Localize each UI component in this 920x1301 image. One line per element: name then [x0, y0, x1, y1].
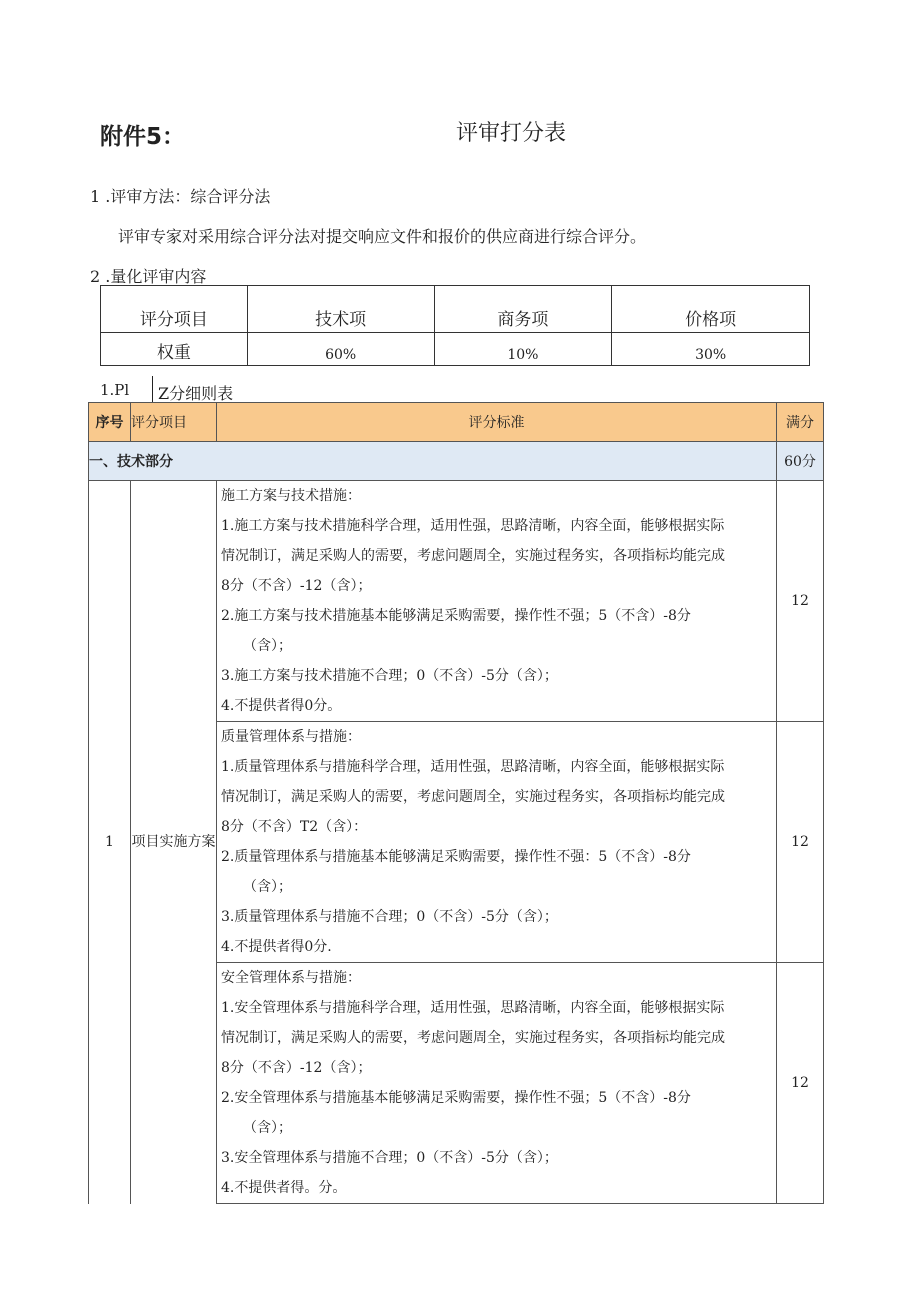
- block-score: 12: [777, 481, 824, 722]
- criteria-line: 2.施工方案与技术措施基本能够满足采购需要，操作性不强；5（不含）-8分: [221, 608, 691, 624]
- section-label: 一、技术部分: [89, 442, 777, 481]
- annex-label: 附件5：: [100, 124, 186, 150]
- section-2-heading: 2 .量化评审内容: [90, 267, 207, 286]
- divider: [152, 376, 153, 402]
- criteria-block: [217, 722, 777, 963]
- criteria-line: 施工方案与技术措施：: [221, 488, 361, 504]
- criteria-block: [217, 481, 777, 722]
- criteria-line: 2.安全管理体系与措施基本能够满足采购需要，操作性不强；5（不含）-8分: [221, 1090, 691, 1106]
- header-criteria: 评分标准: [217, 403, 777, 442]
- criteria-line: 3.安全管理体系与措施不合理；0（不含）-5分（含）；: [221, 1150, 558, 1166]
- table-row: [89, 481, 824, 722]
- criteria-line: 情况制订，满足采购人的需要，考虑问题周全，实施过程务实，各项指标均能完成: [221, 548, 725, 564]
- criteria-line: 4.不提供者得。分。: [221, 1180, 347, 1196]
- row-number: 1: [89, 481, 131, 1204]
- criteria-line: 8分（不含）T2（含）：: [221, 819, 368, 835]
- criteria-line: （含）；: [243, 879, 292, 895]
- weights-header-row: [101, 286, 810, 333]
- detail-header-row: [89, 403, 824, 442]
- criteria-block: [217, 963, 777, 1204]
- section-3-prefix: 1.Pl: [100, 381, 130, 399]
- criteria-line: 3.施工方案与技术措施不合理；0（不含）-5分（含）；: [221, 668, 558, 684]
- weights-header-cell: 商务项: [434, 286, 612, 333]
- weights-value-cell: 10%: [434, 333, 612, 366]
- weights-value-row: [101, 333, 810, 366]
- block-score: 12: [777, 722, 824, 963]
- criteria-line: 质量管理体系与措施：: [221, 729, 361, 745]
- header-no: 序号: [89, 403, 131, 442]
- weights-row-label: 权重: [101, 333, 248, 366]
- block-score: 12: [777, 963, 824, 1204]
- page-title: 评审打分表: [456, 121, 567, 146]
- criteria-line: 4.不提供者得0分。: [221, 698, 342, 714]
- weights-header-cell: 评分项目: [101, 286, 248, 333]
- criteria-line: （含）；: [243, 1120, 292, 1136]
- section-1-heading: 1 .评审方法：综合评分法: [90, 187, 271, 206]
- weights-value-cell: 30%: [612, 333, 810, 366]
- criteria-line: 1.安全管理体系与措施科学合理，适用性强，思路清晰，内容全面，能够根据实际: [221, 1000, 725, 1016]
- criteria-line: 8分（不含）-12（含）；: [221, 578, 372, 594]
- criteria-line: （含）；: [243, 638, 292, 654]
- criteria-line: 1.质量管理体系与措施科学合理，适用性强，思路清晰，内容全面，能够根据实际: [221, 759, 725, 775]
- criteria-line: 2.质量管理体系与措施基本能够满足采购需要，操作性不强：5（不含）-8分: [221, 849, 691, 865]
- criteria-line: 情况制订，满足采购人的需要，考虑问题周全，实施过程务实，各项指标均能完成: [221, 789, 725, 805]
- section-1-paragraph: 评审专家对采用综合评分法对提交响应文件和报价的供应商进行综合评分。: [118, 227, 647, 246]
- weights-header-cell: 技术项: [247, 286, 434, 333]
- weights-header-cell: 价格项: [612, 286, 810, 333]
- section-3-heading: Z分细则表: [158, 384, 234, 403]
- criteria-line: 4.不提供者得0分.: [221, 939, 332, 955]
- header-item: 评分项目: [131, 403, 217, 442]
- weights-value-cell: 60%: [247, 333, 434, 366]
- criteria-line: 1.施工方案与技术措施科学合理，适用性强，思路清晰，内容全面，能够根据实际: [221, 518, 725, 534]
- section-row: [89, 442, 824, 481]
- row-item: 项目实施方案: [131, 481, 217, 1204]
- header-full-score: 满分: [777, 403, 824, 442]
- scoring-detail-table: [88, 402, 824, 1204]
- section-score: 60分: [777, 442, 824, 481]
- criteria-line: 安全管理体系与措施：: [221, 970, 361, 986]
- criteria-line: 8分（不含）-12（含）；: [221, 1060, 372, 1076]
- criteria-line: 3.质量管理体系与措施不合理；0（不含）-5分（含）；: [221, 909, 558, 925]
- criteria-line: 情况制订，满足采购人的需要，考虑问题周全，实施过程务实，各项指标均能完成: [221, 1030, 725, 1046]
- weights-table: [100, 285, 810, 366]
